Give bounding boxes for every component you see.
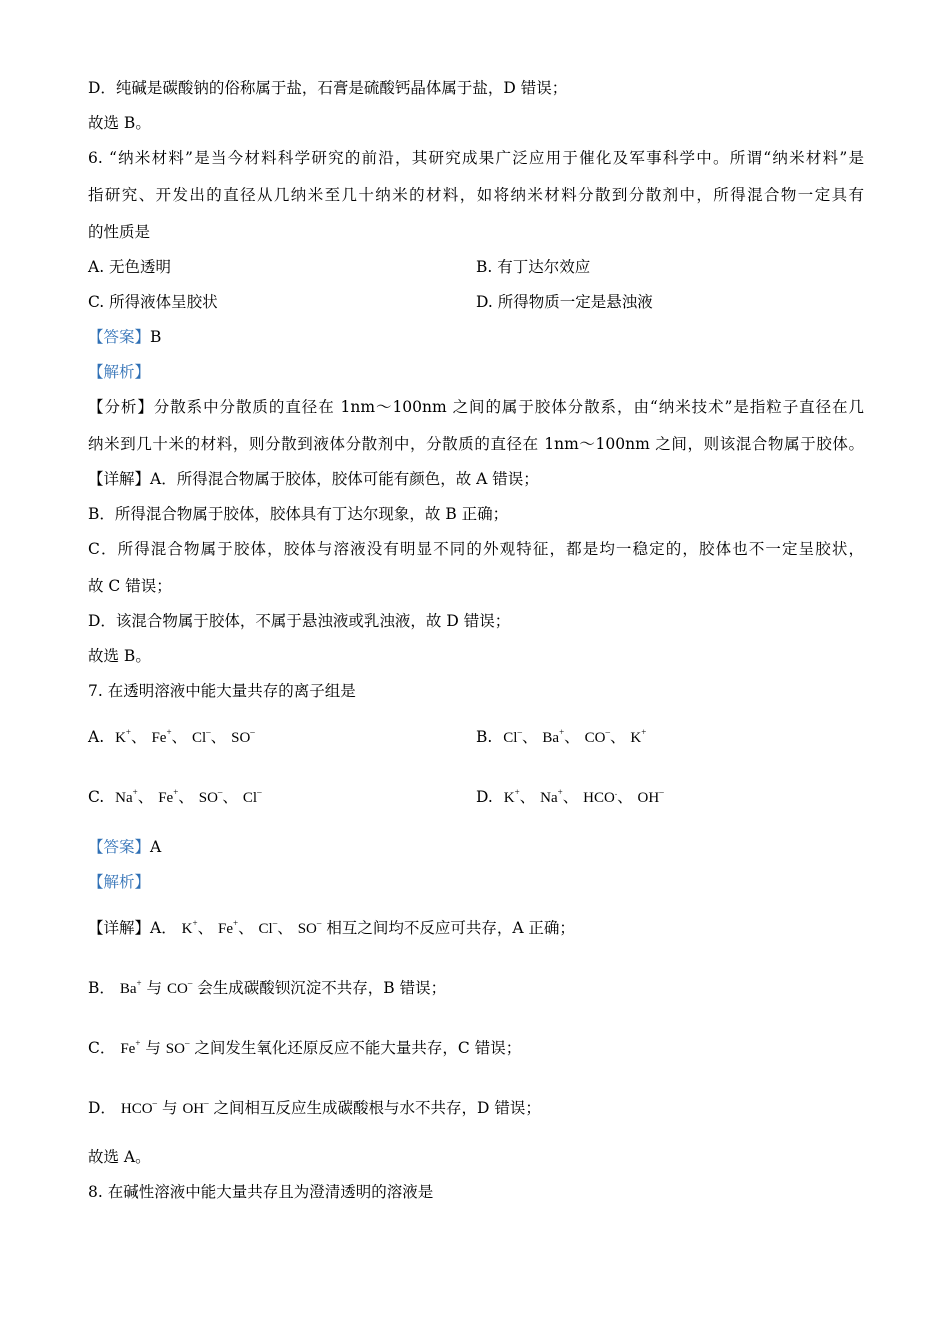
q6-detail-a: 【详解】A．所得混合物属于胶体，胶体可能有颜色，故 A 错误；: [88, 470, 539, 488]
ion-fe: Fe+: [151, 727, 172, 746]
ion-k: K+: [630, 727, 647, 746]
q7-conclusion: 故选 A。: [88, 1148, 151, 1166]
ion-cl: Cl–: [503, 727, 522, 746]
ion-na: Na+: [115, 787, 138, 806]
option-label: A.: [88, 728, 105, 746]
q6-analysis-line-2: 纳米到几十米的材料，则分散到液体分散剂中，分散质的直径在 1nm～100nm 之间，则该混合物属于胶体。: [88, 435, 864, 453]
q7-option-d: D. K+、 Na+、 HCO.、 OH–: [476, 787, 664, 806]
q7-detail-a: 【详解】A． K+、 Fe+、 Cl–、 SO– 相互之间均不反应可共存，A 正确；: [88, 918, 575, 937]
ion-oh: OH–: [182, 1098, 209, 1117]
ion-hco3: HCO.: [583, 787, 618, 806]
answer-tag: 【答案】: [88, 328, 151, 346]
ion-k: K+: [115, 727, 131, 746]
ion-cl: Cl–: [191, 727, 211, 746]
q6-option-b: B. 有丁达尔效应: [476, 258, 591, 276]
q7-answer: A: [150, 838, 162, 856]
ion-hco3: HCO–: [120, 1098, 158, 1117]
ion-so3: SO–: [198, 787, 223, 806]
option-label: B.: [476, 728, 493, 746]
q6-option-c: C. 所得液体呈胶状: [88, 293, 218, 311]
q6-detail-d: D．该混合物属于胶体，不属于悬浊液或乳浊液，故 D 错误；: [88, 612, 511, 630]
q7-analysis-tag: [88, 872, 150, 892]
q7-option-a: A. K+、 Fe+、 Cl–、 SO–: [88, 727, 255, 746]
ion-oh: OH–: [637, 787, 664, 806]
ion-so3: SO–: [165, 1038, 190, 1057]
ion-fe: Fe+: [218, 918, 239, 937]
q6-detail-c-line-2: 故 C 错误；: [88, 577, 172, 595]
ion-ba: Ba+: [542, 727, 565, 746]
ion-ba: Ba+: [119, 978, 142, 997]
ion-cl: Cl–: [258, 918, 278, 937]
q7-option-c: C. Na+、 Fe+、 SO–、 Cl–: [88, 787, 262, 806]
q5-conclusion: 故选 B。: [88, 114, 151, 132]
q6-analysis-tag: [88, 362, 150, 382]
q6-detail-b: B．所得混合物属于胶体，胶体具有丁达尔现象，故 B 正确；: [88, 505, 509, 523]
ion-co3: CO–: [166, 978, 193, 997]
ion-na: Na+: [540, 787, 563, 806]
analysis-tag: 【解析】: [88, 363, 151, 381]
q6-detail-c-line-1: C．所得混合物属于胶体，胶体与溶液没有明显不同的外观特征，都是均一稳定的，胶体也不一定呈胶状，: [88, 540, 864, 558]
ion-fe: Fe+: [158, 787, 179, 806]
analysis-tag: 【解析】: [88, 873, 151, 891]
ion-k: K+: [181, 918, 198, 937]
ion-k: K+: [503, 787, 520, 806]
q6-answer-line: [88, 327, 161, 347]
q7-detail-c: C． Fe+ 与 SO– 之间发生氧化还原反应不能大量共存，C 错误；: [88, 1038, 522, 1057]
q7-stem: 7. 在透明溶液中能大量共存的离子组是: [88, 682, 356, 700]
option-label: D.: [476, 788, 493, 806]
q6-conclusion: 故选 B。: [88, 647, 151, 665]
ion-cl: Cl–: [242, 787, 262, 806]
q5-option-d-explanation: D．纯碱是碳酸钠的俗称属于盐，石膏是硫酸钙晶体属于盐，D 错误；: [88, 79, 568, 97]
ion-co3: CO–: [584, 727, 610, 746]
option-label: C.: [88, 788, 105, 806]
ion-so4: SO–: [297, 918, 322, 937]
ion-so4: SO–: [231, 727, 255, 746]
q7-option-b: B. Cl–、 Ba+、 CO–、 K+: [476, 727, 647, 746]
q6-stem-line-2: 指研究、开发出的直径从几纳米至几十纳米的材料，如将纳米材料分散到分散剂中，所得混合物一定具有: [88, 186, 864, 204]
q7-answer-line: [88, 837, 161, 857]
q7-detail-d: D． HCO– 与 OH– 之间相互反应生成碳酸根与水不共存，D 错误；: [88, 1098, 541, 1117]
q8-stem: 8. 在碱性溶液中能大量共存且为澄清透明的溶液是: [88, 1183, 434, 1201]
ion-fe: Fe+: [120, 1038, 141, 1057]
q6-option-d: D. 所得物质一定是悬浊液: [476, 293, 653, 311]
q6-option-a: A. 无色透明: [88, 258, 172, 276]
q6-analysis-line-1: 【分析】分散系中分散质的直径在 1nm～100nm 之间的属于胶体分散系，由“纳米技术”是指粒子直径在几: [88, 398, 864, 416]
q6-stem-line-1: 6. “纳米材料”是当今材料科学研究的前沿，其研究成果广泛应用于催化及军事科学中。所谓“纳米材料”是: [88, 149, 864, 167]
q6-answer: B: [150, 328, 162, 346]
q7-detail-b: B． Ba+ 与 CO– 会生成碳酸钡沉淀不共存，B 错误；: [88, 978, 447, 997]
answer-tag: 【答案】: [88, 838, 151, 856]
q6-stem-line-3: 的性质是: [88, 223, 151, 241]
